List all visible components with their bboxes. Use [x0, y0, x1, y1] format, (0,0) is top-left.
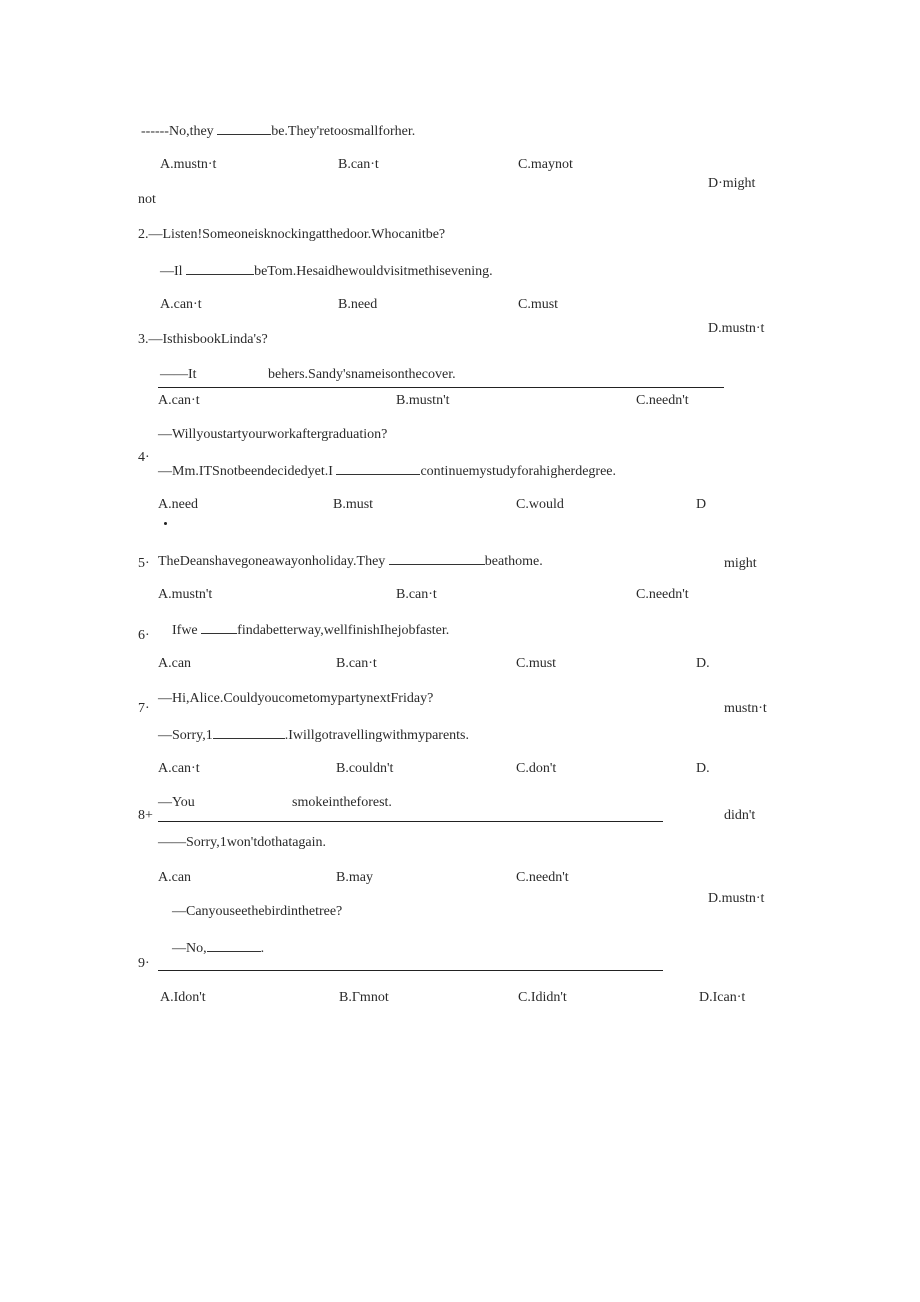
q2-number: 2. [138, 227, 149, 242]
q8-option-b[interactable]: B.may [336, 870, 373, 885]
q3-option-b[interactable]: B.mustn't [396, 393, 450, 408]
q6-blank[interactable] [201, 620, 237, 634]
q6-option-d[interactable]: D. [696, 656, 710, 671]
q2-answer-line: —Il beTom.Hesaidhewouldvisitmethisevening. [160, 261, 493, 281]
q3-number: 3. [138, 332, 149, 347]
q1-blank[interactable] [217, 121, 271, 135]
q2-stem: 2.—Listen!Someoneisknockingatthedoor.Whocanitbe? [138, 227, 446, 242]
q3-option-a[interactable]: A.can·t [158, 393, 200, 408]
q5-option-c[interactable]: C.needn't [636, 587, 689, 602]
q6-option-a[interactable]: A.can [158, 656, 192, 671]
q9-option-c[interactable]: C.Ididn't [518, 990, 567, 1005]
q2-option-d[interactable]: D.mustn·t [708, 321, 765, 336]
q4-option-d-continued: might [724, 556, 757, 571]
q6-stem: Ifwe findabetterway,wellfinishIhejobfaster. [172, 620, 449, 640]
q5-stem: TheDeanshavegoneawayonholiday.They beathome. [158, 551, 543, 571]
q4-option-d[interactable]: D [696, 497, 707, 512]
q4-option-a[interactable]: A.need [158, 497, 199, 512]
q4-stem: —Willyoustartyourworkaftergraduation? [158, 427, 388, 442]
q9-option-a[interactable]: A.Idon't [160, 990, 206, 1005]
q7-number: 7· [138, 701, 150, 716]
q8-option-d[interactable]: D.mustn·t [708, 891, 765, 906]
q9-stem: —Canyouseethebirdinthetree? [172, 904, 343, 919]
q3-option-c[interactable]: C.needn't [636, 393, 689, 408]
q7-option-a[interactable]: A.can·t [158, 761, 200, 776]
q7-option-d[interactable]: D. [696, 761, 710, 776]
q4-option-c[interactable]: C.would [516, 497, 564, 512]
q8-stem-end: smokeintheforest. [292, 795, 392, 810]
q8-option-c[interactable]: C.needn't [516, 870, 569, 885]
q3-stem: 3.—IsthisbookLinda's? [138, 332, 268, 347]
q3-answer-end: behers.Sandy'snameisonthecover. [268, 367, 456, 382]
q6-option-b[interactable]: B.can·t [336, 656, 377, 671]
q7-stem: —Hi,Alice.CouldyoucometomypartynextFriday? [158, 691, 434, 706]
q3-answer-start: ——It [160, 367, 197, 382]
q5-option-b[interactable]: B.can·t [396, 587, 437, 602]
q9-blank[interactable] [207, 938, 261, 952]
q2-option-a[interactable]: A.can·t [160, 297, 202, 312]
q9-option-b[interactable]: B.Γmnot [339, 990, 389, 1005]
q9-answer-line: —No, . [172, 938, 264, 958]
q8-answer-rule [158, 821, 663, 822]
q5-blank[interactable] [389, 551, 485, 565]
stray-dot-mark [164, 522, 167, 525]
q7-answer-line: —Sorry,1 .Iwillgotravellingwithmyparents. [158, 725, 469, 745]
q4-blank[interactable] [336, 461, 420, 475]
q1-stem: ------No,they be.They'retoosmallforher. [141, 121, 415, 141]
q8-answer: ——Sorry,1won'tdothatagain. [158, 835, 327, 850]
q9-option-d[interactable]: D.Ican·t [699, 990, 746, 1005]
q8-stem-start: —You [158, 795, 195, 810]
q7-option-d-continued: didn't [724, 808, 756, 823]
q8-option-a[interactable]: A.can [158, 870, 192, 885]
q1-option-a[interactable]: A.mustn·t [160, 157, 217, 172]
q3-answer-rule [158, 387, 724, 388]
q9-number: 9· [138, 956, 150, 971]
q7-option-c[interactable]: C.don't [516, 761, 557, 776]
q4-number: 4· [138, 450, 150, 465]
q1-option-c[interactable]: C.maynot [518, 157, 573, 172]
q4-answer-line: —Mm.ITSnotbeendecidedyet.I continuemystudyforahigherdegree. [158, 461, 616, 481]
q8-number: 8+ [138, 808, 153, 823]
q7-option-b[interactable]: B.couldn't [336, 761, 394, 776]
q6-number: 6· [138, 628, 150, 643]
q9-answer-rule [158, 970, 663, 971]
q2-blank[interactable] [186, 261, 254, 275]
q1-option-b[interactable]: B.can·t [338, 157, 379, 172]
q1-option-d-continued: not [138, 192, 156, 207]
q4-option-b[interactable]: B.must [333, 497, 374, 512]
q2-option-b[interactable]: B.need [338, 297, 378, 312]
q6-option-c[interactable]: C.must [516, 656, 557, 671]
q1-option-d[interactable]: D·might [708, 176, 756, 191]
q5-option-a[interactable]: A.mustn't [158, 587, 213, 602]
q7-blank[interactable] [213, 725, 285, 739]
q5-number: 5· [138, 556, 150, 571]
q6-option-d-continued: mustn·t [724, 701, 767, 716]
q2-option-c[interactable]: C.must [518, 297, 559, 312]
